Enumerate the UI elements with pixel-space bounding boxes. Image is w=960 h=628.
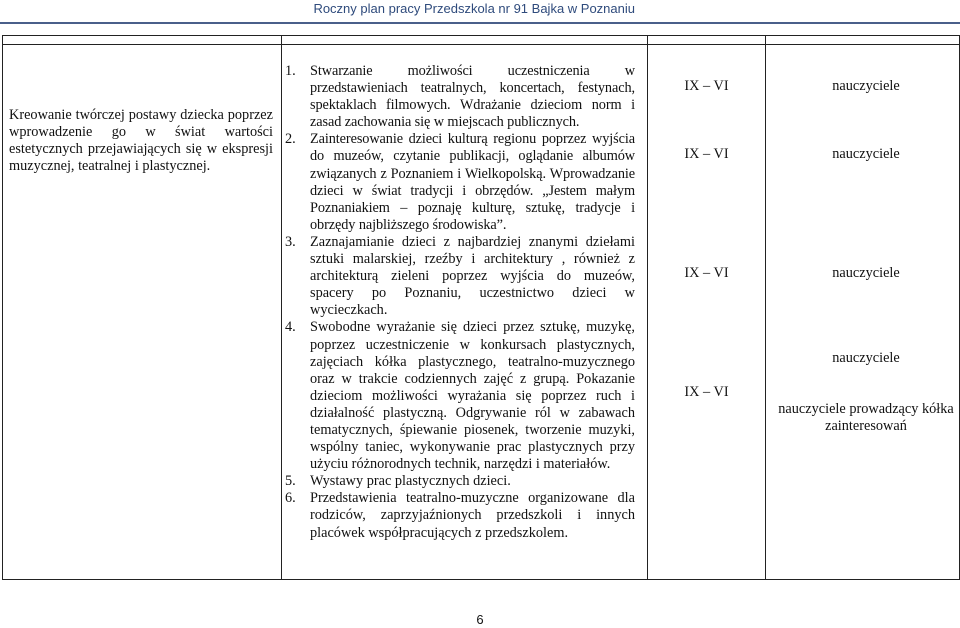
terms-cell	[648, 45, 766, 580]
table-top-row	[3, 36, 960, 45]
task-text: Stwarzanie możliwości uczestniczenia w przedstawieniach teatralnych, koncertach, festynach, spektaklach filmowych. Wdrażanie dzieciom norm i zasad zachowania się w miejscach publicznych.	[310, 63, 635, 131]
task-text: Przedstawienia teatralno-muzyczne organizowane dla rodziców, zaprzyjaźnionych przedszkoli i innych placówek współpracujących z przedszkolem.	[310, 490, 635, 541]
task-number: 6.	[285, 490, 296, 507]
responsible-label: nauczyciele	[832, 78, 900, 94]
task-item	[285, 473, 635, 490]
responsible-label: nauczyciele prowadzący kółka zainteresowań	[778, 401, 954, 434]
tasks-list	[285, 63, 635, 542]
plan-table	[2, 35, 960, 580]
task-item	[285, 319, 635, 473]
term-label: IX – VI	[684, 265, 729, 281]
task-item	[285, 490, 635, 541]
document-header	[0, 0, 960, 20]
task-item	[285, 63, 635, 131]
responsible-label: nauczyciele	[832, 146, 900, 162]
goal-cell	[3, 45, 282, 580]
responsible-label: nauczyciele	[832, 350, 900, 366]
responsible-label: nauczyciele	[832, 265, 900, 281]
tasks-cell	[282, 45, 648, 580]
task-number: 5.	[285, 473, 296, 490]
responsible-cell	[766, 45, 960, 580]
page-number: 6	[476, 612, 484, 627]
task-number: 3.	[285, 233, 296, 250]
task-item	[285, 131, 635, 234]
task-text: Wystawy prac plastycznych dzieci.	[310, 473, 511, 490]
task-number: 1.	[285, 63, 296, 79]
table-cell	[282, 36, 648, 45]
term-label: IX – VI	[684, 146, 729, 162]
header-rule	[0, 22, 960, 24]
table-row	[3, 45, 960, 580]
task-text: Swobodne wyrażanie się dzieci przez sztukę, muzykę, poprzez uczestniczenie w konkursach plastycznych, zajęciach kółka plastycznego, teatralno-muzycznego oraz w trakcie codziennych zajęć z grupą. Pokazanie dzieciom możliwości wyrażania się poprzez ruch i działalność plastyczną. Odgrywanie ról w zabawach tematycznych, śpiewanie piosenek, tworzenie muzyki, wspólny taniec, wykonywanie prac plastycznych przy użyciu różnorodnych technik, narzędzi i materiałów.	[310, 319, 635, 473]
goal-text: Kreowanie twórczej postawy dziecka poprzez wprowadzenie go w świat wartości estetycznych przejawiających się w ekspresji muzycznej, teatralnej i plastycznej.	[9, 107, 273, 175]
table-cell	[3, 36, 282, 45]
task-text: Zaznajamianie dzieci z najbardziej znanymi dziełami sztuki malarskiej, rzeźby i architektury , również z architekturą zieleni poprzez wyjścia do muzeów, spacery po Poznaniu, uczestnictwo dzieci w wycieczkach.	[310, 233, 635, 319]
table-cell	[766, 36, 960, 45]
task-number: 4.	[285, 319, 296, 336]
term-label: IX – VI	[684, 384, 729, 400]
term-label: IX – VI	[684, 78, 729, 94]
task-text: Zainteresowanie dzieci kulturą regionu poprzez wyjścia do muzeów, czytanie publikacji, oglądanie albumów związanych z Poznaniem i Wielkopolską. Wprowadzanie dzieci w świat tradycji i obrzędów. „Jestem małym Poznaniakiem – poznaję kulturę, sztukę, tradycje i obrzędy najbliższego środowiska”.	[310, 131, 635, 233]
table-cell	[648, 36, 766, 45]
task-number: 2.	[285, 131, 296, 148]
task-item	[285, 233, 635, 319]
plan-table-wrapper	[2, 35, 960, 580]
header-title: Roczny plan pracy Przedszkola nr 91 Bajka w Poznaniu	[313, 1, 635, 16]
